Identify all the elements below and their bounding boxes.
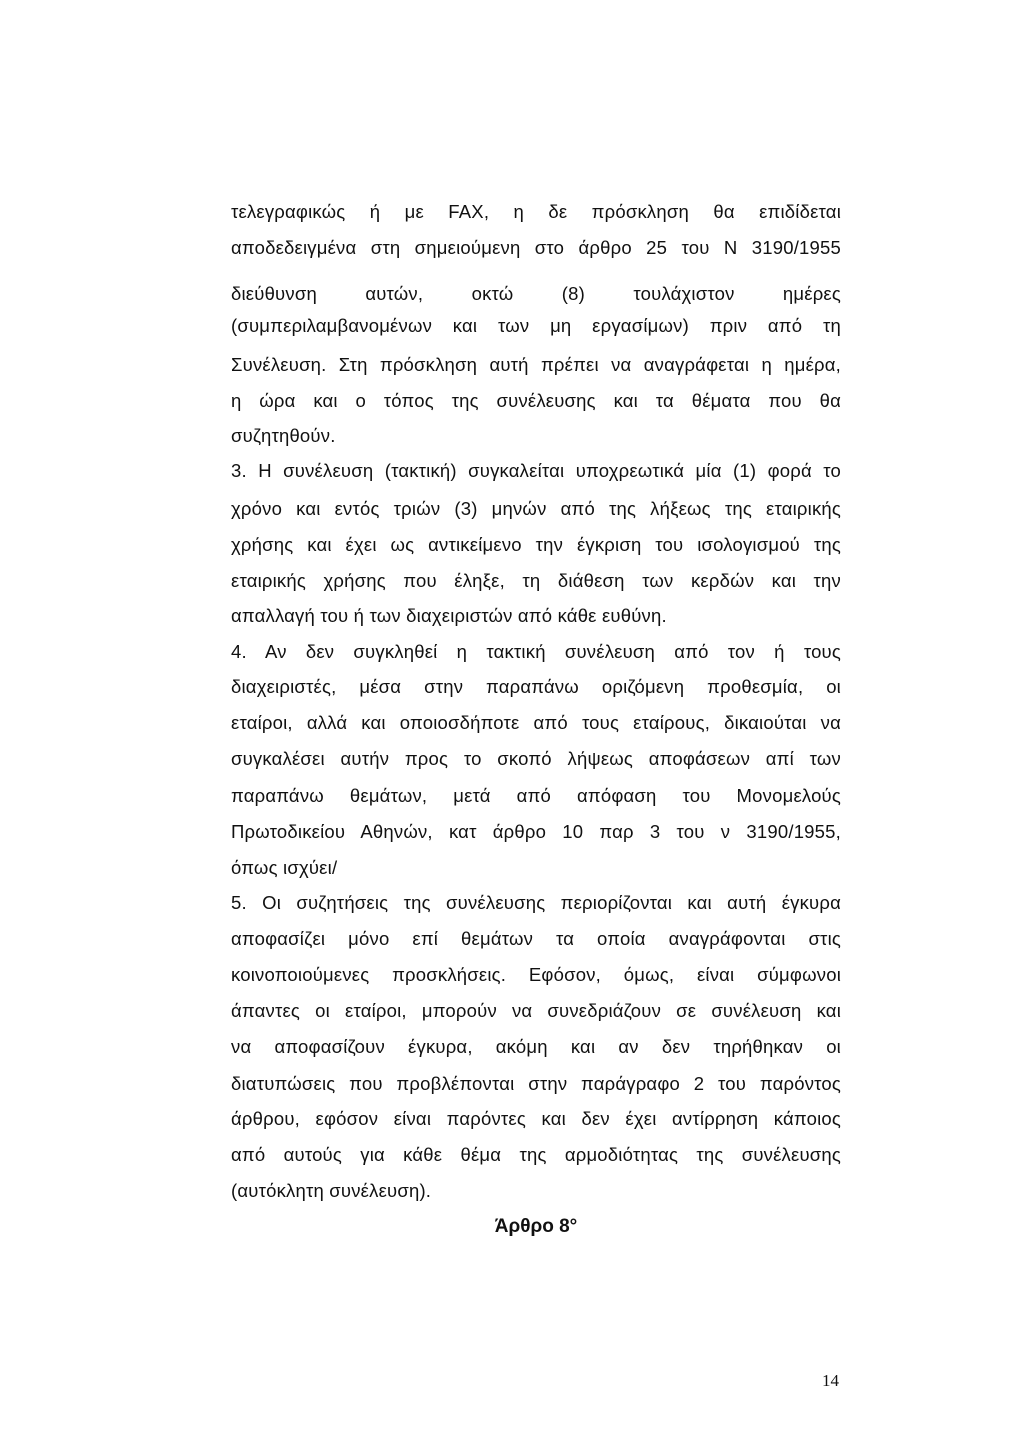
text-line: τελεγραφικώς ή με FAX, η δε πρόσκληση θα επιδίδεται xyxy=(231,201,841,222)
paragraph-5-line: άρθρου, εφόσον είναι παρόντες και δεν έχει αντίρρηση κάποιος xyxy=(231,1108,841,1129)
text-line: (συμπεριλαμβανομένων και των μη εργασίμων) πριν από τη xyxy=(231,315,841,336)
page-number: 14 xyxy=(822,1371,839,1390)
paragraph-5-line: από αυτούς για κάθε θέμα της αρμοδιότητας της συνέλευσης xyxy=(231,1144,841,1165)
paragraph-4-line: 4. Αν δεν συγκληθεί η τακτική συνέλευση από τον ή τους xyxy=(231,641,841,662)
text-line: η ώρα και ο τόπος της συνέλευσης και τα θέματα που θα xyxy=(231,390,841,411)
paragraph-4-line: εταίροι, αλλά και οποιοσδήποτε από τους εταίρους, δικαιούται να xyxy=(231,712,841,733)
paragraph-4-line: παραπάνω θεμάτων, μετά από απόφαση του Μονομελούς xyxy=(231,785,841,806)
paragraph-5-line: αποφασίζει μόνο επί θεμάτων τα οποία αναγράφονται στις xyxy=(231,928,841,949)
paragraph-5-line: διατυπώσεις που προβλέπονται στην παράγραφο 2 του παρόντος xyxy=(231,1073,841,1094)
paragraph-3-line: χρόνο και εντός τριών (3) μηνών από της λήξεως της εταιρικής xyxy=(231,498,841,519)
paragraph-5-line: 5. Οι συζητήσεις της συνέλευσης περιορίζονται και αυτή έγκυρα xyxy=(231,892,841,913)
paragraph-4-line: συγκαλέσει αυτήν προς το σκοπό λήψεως αποφάσεων απί των xyxy=(231,748,841,769)
paragraph-4-line: Πρωτοδικείου Αθηνών, κατ άρθρο 10 παρ 3 του ν 3190/1955, xyxy=(231,821,841,842)
paragraph-3-line: χρήσης και έχει ως αντικείμενο την έγκριση του ισολογισμού της xyxy=(231,534,841,555)
paragraph-5-line: (αυτόκλητη συνέλευση). xyxy=(231,1180,432,1201)
text-line: διεύθυνση αυτών, οκτώ (8) τουλάχιστον ημέρες xyxy=(231,283,841,304)
text-line: συζητηθούν. xyxy=(231,425,336,446)
paragraph-3-line: απαλλαγή του ή των διαχειριστών από κάθε ευθύνη. xyxy=(231,605,667,626)
text-line: Συνέλευση. Στη πρόσκληση αυτή πρέπει να αναγράφεται η ημέρα, xyxy=(231,354,841,375)
text-line: αποδεδειγμένα στη σημειούμενη στο άρθρο 25 του Ν 3190/1955 xyxy=(231,237,841,258)
paragraph-5-line: κοινοποιούμενες προσκλήσεις. Εφόσον, όμως, είναι σύμφωνοι xyxy=(231,964,841,985)
paragraph-3-line: εταιρικής χρήσης που έληξε, τη διάθεση των κερδών και την xyxy=(231,570,841,591)
paragraph-4-line: διαχειριστές, μέσα στην παραπάνω οριζόμενη προθεσμία, οι xyxy=(231,676,841,697)
paragraph-5-line: άπαντες οι εταίροι, μπορούν να συνεδριάζουν σε συνέλευση και xyxy=(231,1000,841,1021)
paragraph-3-line: 3. Η συνέλευση (τακτική) συγκαλείται υποχρεωτικά μία (1) φορά το xyxy=(231,460,841,481)
paragraph-5-line: να αποφασίζουν έγκυρα, ακόμη και αν δεν τηρήθηκαν οι xyxy=(231,1036,841,1057)
paragraph-4-line: όπως ισχύει/ xyxy=(231,857,338,878)
article-heading: Άρθρο 8° xyxy=(494,1216,578,1237)
